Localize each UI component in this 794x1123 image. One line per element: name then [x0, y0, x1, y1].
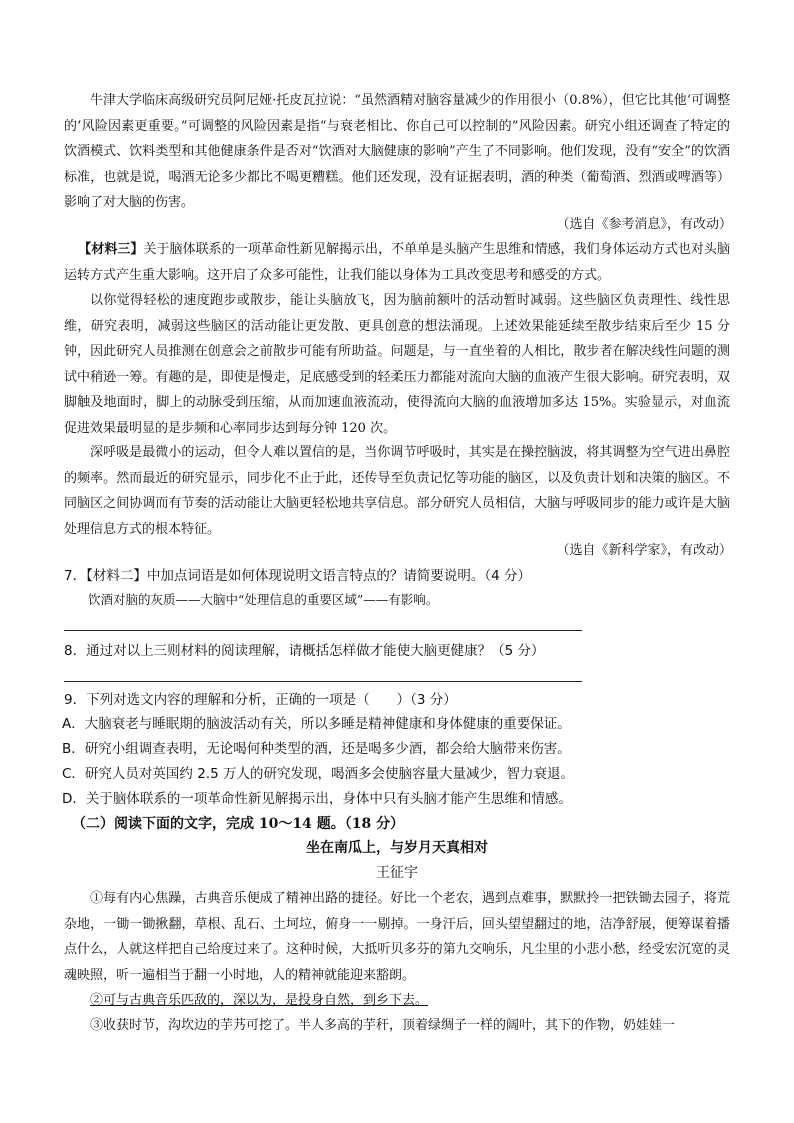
- question-9-option-c[interactable]: C．研究人员对英国约 2.5 万人的研究发现，喝酒多会使脑容量大量减少，智力衰退。: [62, 766, 574, 782]
- section2-heading: （二）阅读下面的文字，完成 10～14 题。（18 分）: [72, 816, 405, 832]
- article-title: 坐在南瓜上，与岁月天真相对: [306, 840, 488, 856]
- question-9-option-b[interactable]: B．研究小组调查表明，无论喝何种类型的酒，还是喝多少酒，都会给大脑带来伤害。: [62, 741, 571, 757]
- question-8-answer-line[interactable]: [64, 681, 582, 682]
- question-7-answer-text[interactable]: 饮酒对脑的灰质——大脑中“处理信息的重要区域”——有影响。: [88, 592, 439, 607]
- article-author: 王征宇: [376, 865, 418, 881]
- article-para2: [64, 988, 730, 1014]
- material2-source: （选自《参考消息》，有改动）: [556, 217, 732, 232]
- article-para3: ③收获时节，沟坎边的芋艿可挖了。半人多高的芋秆，顶着绿绸子一样的阔叶，其下的作物，奶娃娃一: [90, 1018, 676, 1033]
- material3-para1: [64, 237, 730, 288]
- question-8-stem: 8．通过对以上三则材料的阅读理解，请概括怎样做才能使大脑更健康？（5 分）: [64, 643, 545, 659]
- question-9-option-d[interactable]: D．关于脑体联系的一项革命性新见解揭示出，身体中只有头脑才能产生思维和情感。: [62, 791, 572, 807]
- question-9-option-a[interactable]: A．大脑衰老与睡眠期的脑波活动有关，所以多睡是精神健康和身体健康的重要保证。: [62, 716, 571, 732]
- material3-source: （选自《新科学家》，有改动）: [556, 543, 732, 558]
- material3-para2: 以你觉得轻松的速度跑步或散步，能让头脑放飞，因为脑前额叶的活动暂时减弱。这些脑区负责理性、线性思维，研究表明，减弱这些脑区的活动能让更发散、更具创意的想法涌现。上述效果能延续至散步结束后至少 15 分钟，因此研究人员推测在创意会之前散步可能有所助益。问题是，与一直坐着的人相比，散步者在解决线性问题的测试中稍逊一筹。有趣的是，即使是慢走，足底感受到的轻柔压力都能对流向大脑的血液产生很大影响。研究表明，双脚触及地面时，脚上的动脉受到压缩，从而加速血液流动，使得流向大脑的血液增加多达 15%。实验显示，对血流促进效果最明显的是步频和心率同步达到每分钟 120 次。: [64, 293, 730, 436]
- material3-para1-text: 关于脑体联系的一项革命性新见解揭示出，不单单是头脑产生思维和情感，我们身体运动方式也对头脑运转方式产生重大影响。这开启了众多可能性，让我们能以身体为工具改变思考和感受的方式。: [64, 242, 730, 283]
- material2-quote-paragraph: 牛津大学临床高级研究员阿尼娅·托皮瓦拉说：“虽然酒精对脑容量减少的作用很小（0.8%），但它比其他‘可调整的’风险因素更重要。”可调整的风险因素是指“与衰老相比、你自己可以控制的”风险因素。研究小组还调查了特定的饮酒模式、饮料类型和其他健康条件是否对“饮酒对大脑健康的影响”产生了不同影响。他们发现，没有“安全”的饮酒标准，也就是说，喝酒无论多少都比不喝更糟糕。他们还发现，没有证据表明，酒的种类（葡萄酒、烈酒或啤酒等）影响了对大脑的伤害。: [64, 93, 730, 210]
- question-9-stem: 9．下列对选文内容的理解和分析，正确的一项是（ ）（3 分）: [64, 692, 457, 708]
- article-para2-text: ②可与古典音乐匹敌的，深以为，是投身自然，到乡下去。: [90, 993, 429, 1008]
- material3-para3: 深呼吸是最微小的运动，但令人难以置信的是，当你调节呼吸时，其实是在操控脑波，将其调整为空气进出鼻腔的频率。然而最近的研究显示，同步化不止于此，还传导至负责记忆等功能的脑区，以及负责计划和决策的脑区。不同脑区之间协调而有节奏的活动能让大脑更轻松地共享信息。部分研究人员相信，大脑与呼吸同步的能力或许是大脑处理信息方式的根本特征。: [64, 445, 730, 537]
- material3-heading: 【材料三】: [78, 242, 144, 257]
- article-para1: ①每有内心焦躁，古典音乐便成了精神出路的捷径。好比一个老农，遇到点难事，默默拎一把铁锄去园子，将荒杂地，一锄一锄揪翻，草根、乱石、土坷垃，俯身一一剔掉。一身汗后，回头望望翻过的地，洁净舒展，便筹谋着播点什么，人就这样把自己给度过来了。这种时候，大抵听贝多芬的第九交响乐，凡尘里的小悲小愁，经受宏沉宽的灵魂映照，听一遍相当于翻一小时地，人的精神就能迎来豁朗。: [64, 891, 730, 983]
- question-7-answer-line[interactable]: [64, 630, 582, 631]
- question-7-stem: 7．【材料二】中加点词语是如何体现说明文语言特点的？请简要说明。（4 分）: [64, 568, 531, 584]
